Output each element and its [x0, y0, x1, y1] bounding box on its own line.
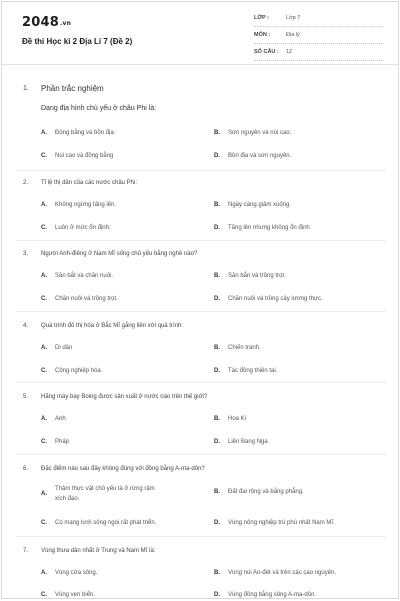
question-number: 6.: [23, 466, 29, 472]
option-letter: D.: [214, 592, 220, 598]
option-text: Liên Bang Nga: [228, 439, 268, 445]
question-6: [2, 464, 398, 540]
option-c[interactable]: [41, 439, 69, 445]
option-letter: C.: [41, 153, 47, 159]
option-letter: C.: [41, 520, 47, 526]
option-text: Không ngừng tăng lên.: [55, 202, 117, 208]
option-letter: A.: [41, 273, 47, 279]
divider: [16, 311, 386, 312]
option-d[interactable]: [214, 520, 335, 526]
option-letter: B.: [214, 273, 220, 279]
option-c[interactable]: [41, 153, 113, 159]
divider: [16, 536, 386, 537]
meta-value: Lớp 7: [286, 15, 301, 21]
question-number: 2.: [23, 180, 29, 186]
option-b[interactable]: [214, 570, 336, 576]
question-3: [2, 249, 398, 313]
option-text: Di dân: [55, 345, 73, 351]
divider: [16, 170, 386, 171]
option-text: Vùng ven biển.: [55, 592, 96, 598]
option-d[interactable]: [214, 368, 277, 374]
question-text: Vùng thưa dân nhất ở Trung và Nam Mĩ là:: [41, 548, 156, 554]
option-d[interactable]: [214, 592, 316, 598]
option-letter: A.: [41, 130, 47, 136]
option-b[interactable]: [214, 202, 291, 208]
meta-label: LỚP :: [254, 15, 269, 21]
question-text: Người Anh-điêng ở Nam Mĩ sống chủ yếu bằng nghề nào?: [41, 251, 198, 257]
option-letter: B.: [214, 570, 220, 576]
option-a[interactable]: [41, 345, 72, 351]
option-d[interactable]: [214, 225, 310, 231]
option-letter: B.: [214, 345, 220, 351]
meta-label: SỐ CÂU :: [254, 49, 279, 55]
option-letter: A.: [41, 416, 47, 422]
option-a[interactable]: [41, 570, 97, 576]
option-text: Luôn ở mức ổn định.: [55, 225, 111, 231]
question-4: [2, 321, 398, 385]
meta-row-count: [254, 44, 384, 61]
exam-header: [2, 2, 398, 65]
question-number: 3.: [23, 251, 29, 257]
option-b[interactable]: [214, 345, 261, 351]
option-c[interactable]: [41, 520, 156, 526]
exam-meta: [254, 10, 384, 61]
option-text: Vùng cửa sông.: [55, 570, 98, 576]
exam-title: Đề thi Học kì 2 Địa Lí 7 (Đề 2): [22, 37, 133, 46]
meta-row-subject: [254, 27, 384, 44]
section-title: Phần trắc nghiệm: [41, 84, 104, 93]
option-text: Ngày càng giảm xuống.: [228, 202, 292, 208]
meta-row-class: [254, 10, 384, 27]
option-text: Đất đai rộng và bằng phẳng.: [228, 489, 304, 495]
option-text: Săn bắn và trồng trọt.: [228, 273, 286, 279]
option-b[interactable]: [214, 416, 246, 422]
option-text: Núi cao và đồng bằng: [55, 153, 114, 159]
divider: [16, 454, 386, 455]
option-text: Công nghiệp hóa.: [55, 368, 103, 374]
option-b[interactable]: [214, 273, 286, 279]
option-c[interactable]: [41, 225, 111, 231]
option-text: Tác động thiên tai.: [228, 368, 278, 374]
site-logo[interactable]: [22, 15, 71, 30]
option-letter: C.: [41, 439, 47, 445]
question-text: Đặc điểm nào sau đây không đúng với đồng bằng A-ma-dôn?: [41, 466, 205, 472]
option-d[interactable]: [214, 439, 268, 445]
option-letter: A.: [41, 491, 47, 497]
option-letter: D.: [214, 439, 220, 445]
question-text: Dạng địa hình chủ yếu ở châu Phi là:: [41, 105, 157, 112]
option-d[interactable]: [214, 296, 323, 302]
option-text: Đồng bằng và bồn địa.: [55, 130, 116, 136]
question-number: 4.: [23, 323, 29, 329]
option-text: Vùng đồng bằng sông A-ma-dôn.: [228, 592, 317, 598]
option-letter: C.: [41, 592, 47, 598]
question-text: Tỉ lệ thị dân của các nước châu Phi:: [41, 180, 137, 186]
option-c[interactable]: [41, 296, 118, 302]
option-a[interactable]: [41, 273, 113, 279]
option-text: Tăng lên nhưng không ổn định: [228, 225, 310, 231]
question-text: Hãng máy bay Boing được sản xuất ở nước nào trên thế giới?: [41, 394, 208, 400]
option-d[interactable]: [214, 153, 291, 159]
option-letter: A.: [41, 345, 47, 351]
option-letter: D.: [214, 153, 220, 159]
option-text: Săn bắt và chăn nuôi.: [55, 273, 114, 279]
question-7: [2, 546, 398, 599]
section-number: 1.: [23, 85, 29, 92]
option-a[interactable]: [41, 484, 201, 504]
meta-value: 12: [286, 49, 293, 55]
option-b[interactable]: [214, 489, 304, 495]
meta-label: MÔN :: [254, 32, 271, 38]
divider: [16, 240, 386, 241]
question-number: 5.: [23, 394, 29, 400]
option-text: Chiến tranh.: [228, 345, 261, 351]
option-letter: D.: [214, 296, 220, 302]
option-text: Sơn nguyên và núi cao.: [228, 130, 292, 136]
option-c[interactable]: [41, 592, 95, 598]
exam-page: [1, 1, 399, 599]
option-a[interactable]: [41, 202, 116, 208]
option-letter: A.: [41, 202, 47, 208]
option-letter: D.: [214, 368, 220, 374]
option-letter: B.: [214, 202, 220, 208]
option-letter: B.: [214, 130, 220, 136]
option-letter: C.: [41, 296, 47, 302]
question-5: [2, 392, 398, 456]
option-b[interactable]: [214, 130, 291, 136]
question-1: [2, 74, 398, 169]
option-letter: B.: [214, 416, 220, 422]
option-text: Thảm thực vật chủ yếu là ở rừng rậm xích đạo.: [55, 486, 155, 502]
meta-value: Địa lý: [286, 32, 300, 38]
option-letter: B.: [214, 489, 220, 495]
option-text: Pháp: [55, 439, 70, 445]
question-text: Quá trình đô thị hóa ở Bắc Mĩ gắng liền với quá trình:: [41, 323, 183, 329]
option-letter: D.: [214, 225, 220, 231]
option-letter: A.: [41, 570, 47, 576]
divider: [16, 382, 386, 383]
option-c[interactable]: [41, 368, 102, 374]
option-letter: C.: [41, 225, 47, 231]
option-text: Hoa Kì: [228, 416, 247, 422]
option-letter: C.: [41, 368, 47, 374]
option-letter: D.: [214, 520, 220, 526]
question-number: 7.: [23, 548, 29, 554]
logo-suffix: .vn: [59, 20, 72, 27]
option-text: Vùng nông nghiệp trù phú nhất Nam Mĩ.: [228, 520, 335, 526]
option-text: Vùng núi An-đét và trên các cao nguyên.: [228, 570, 337, 576]
option-text: Chăn nuôi và trồng cây lương thực.: [228, 296, 323, 302]
logo-text: 2048: [22, 15, 59, 30]
option-text: Anh: [55, 416, 66, 422]
option-a[interactable]: [41, 416, 66, 422]
option-text: Có mạng lưới sông ngòi rất phát triển.: [55, 520, 157, 526]
option-text: Chăn nuôi và trồng trọt.: [55, 296, 118, 302]
option-a[interactable]: [41, 130, 115, 136]
option-text: Bồn địa và sơn nguyên.: [228, 153, 292, 159]
question-2: [2, 178, 398, 242]
